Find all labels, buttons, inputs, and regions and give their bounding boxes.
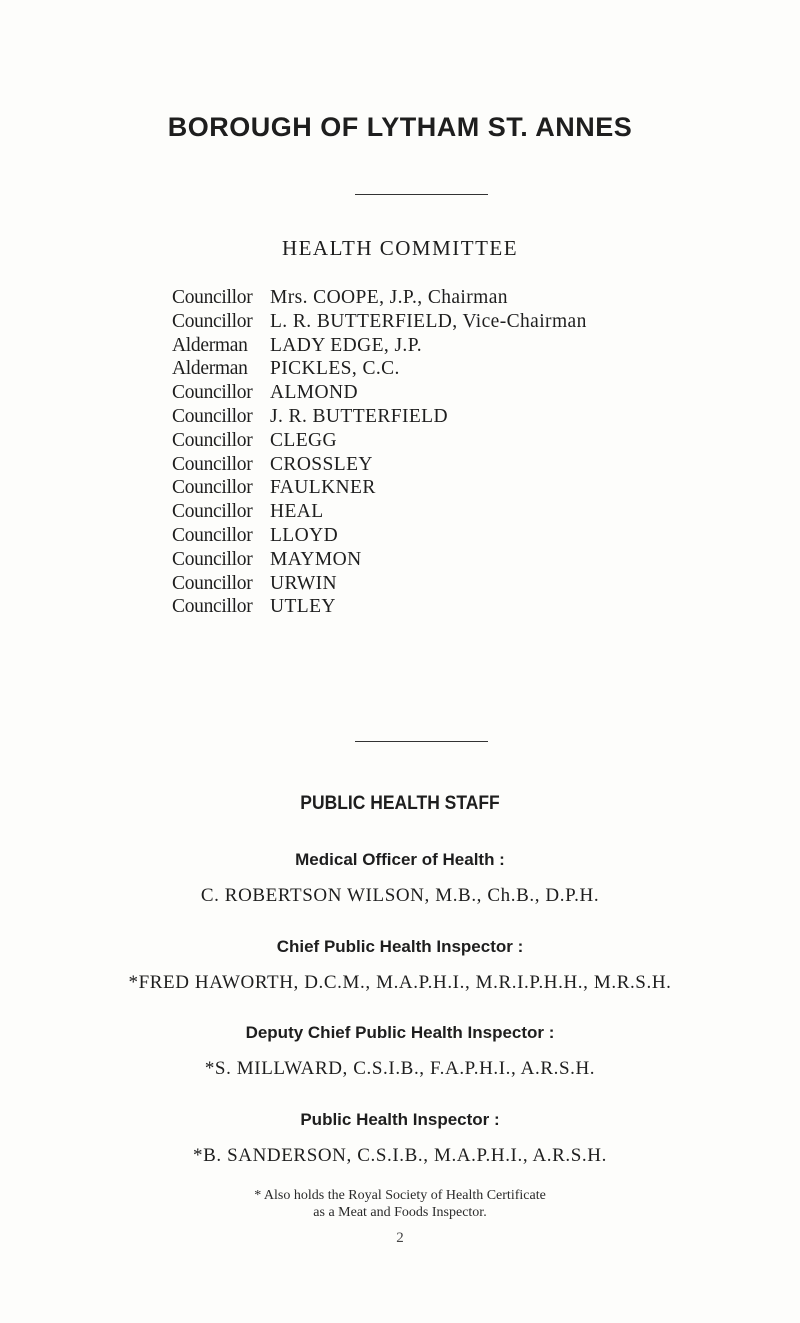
member-role: Councillor (172, 453, 253, 475)
member-row (172, 405, 772, 429)
member-name: LLOYD (270, 524, 339, 546)
member-row (172, 476, 772, 500)
member-role: Councillor (172, 382, 253, 404)
member-row (172, 453, 772, 477)
member-name: URWIN (270, 572, 337, 594)
member-row (172, 334, 772, 358)
member-row (172, 500, 772, 524)
member-name: UTLEY (270, 596, 336, 618)
member-row (172, 572, 772, 596)
divider-top (355, 194, 488, 195)
member-row (172, 286, 772, 310)
staff-position: Chief Public Health Inspector : (276, 937, 524, 956)
document-title: BOROUGH OF LYTHAM ST. ANNES (167, 112, 633, 142)
member-role: Councillor (172, 405, 253, 427)
member-role: Councillor (172, 548, 253, 570)
member-row (172, 429, 772, 453)
staff-holder: *FRED HAWORTH, D.C.M., M.A.P.H.I., M.R.I.P.H.H., M.R.S.H. (128, 972, 672, 993)
member-row (172, 595, 772, 619)
member-role: Councillor (172, 524, 253, 546)
staff-position: Deputy Chief Public Health Inspector : (245, 1023, 555, 1042)
member-row (172, 310, 772, 334)
footnote-line-1: * Also holds the Royal Society of Health Certificate (254, 1188, 546, 1203)
committee-member-list (172, 286, 772, 619)
footnote-line-2: as a Meat and Foods Inspector. (313, 1205, 487, 1220)
member-name: CLEGG (270, 429, 337, 451)
staff-entry (0, 1020, 800, 1080)
member-role: Councillor (172, 596, 253, 618)
member-role: Councillor (172, 572, 253, 594)
member-row (172, 524, 772, 548)
member-role: Councillor (172, 429, 253, 451)
staff-heading: PUBLIC HEALTH STAFF (300, 793, 500, 814)
member-name: PICKLES, C.C. (270, 358, 400, 380)
member-name: LADY EDGE, J.P. (270, 334, 423, 356)
member-name: Mrs. COOPE, J.P., Chairman (270, 287, 508, 308)
staff-entry (0, 847, 800, 907)
member-name: FAULKNER (270, 477, 376, 499)
member-role: Councillor (172, 501, 253, 523)
member-name: ALMOND (270, 382, 358, 404)
member-row (172, 357, 772, 381)
staff-holder: *S. MILLWARD, C.S.I.B., F.A.P.H.I., A.R.S.H. (204, 1058, 596, 1079)
member-role: Councillor (172, 287, 253, 308)
member-name: CROSSLEY (270, 453, 373, 475)
staff-holder: C. ROBERTSON WILSON, M.B., Ch.B., D.P.H. (200, 885, 600, 906)
committee-heading: HEALTH COMMITTEE (281, 236, 519, 260)
member-name: HEAL (270, 501, 324, 523)
member-role: Alderman (172, 334, 248, 356)
staff-entry (0, 934, 800, 994)
staff-position: Public Health Inspector : (300, 1110, 500, 1129)
member-row (172, 548, 772, 572)
staff-holder: *B. SANDERSON, C.S.I.B., M.A.P.H.I., A.R.S.H. (193, 1145, 607, 1166)
member-row (172, 381, 772, 405)
member-name: L. R. BUTTERFIELD, Vice-Chairman (270, 310, 587, 332)
member-role: Councillor (172, 310, 253, 332)
member-role: Councillor (172, 477, 253, 499)
staff-position: Medical Officer of Health : (295, 850, 505, 869)
member-role: Alderman (172, 358, 248, 380)
divider-middle (355, 741, 488, 742)
member-name: J. R. BUTTERFIELD (270, 405, 448, 427)
staff-entry (0, 1107, 800, 1167)
member-name: MAYMON (270, 548, 362, 570)
page-number: 2 (396, 1230, 404, 1246)
footnote (0, 1187, 800, 1221)
